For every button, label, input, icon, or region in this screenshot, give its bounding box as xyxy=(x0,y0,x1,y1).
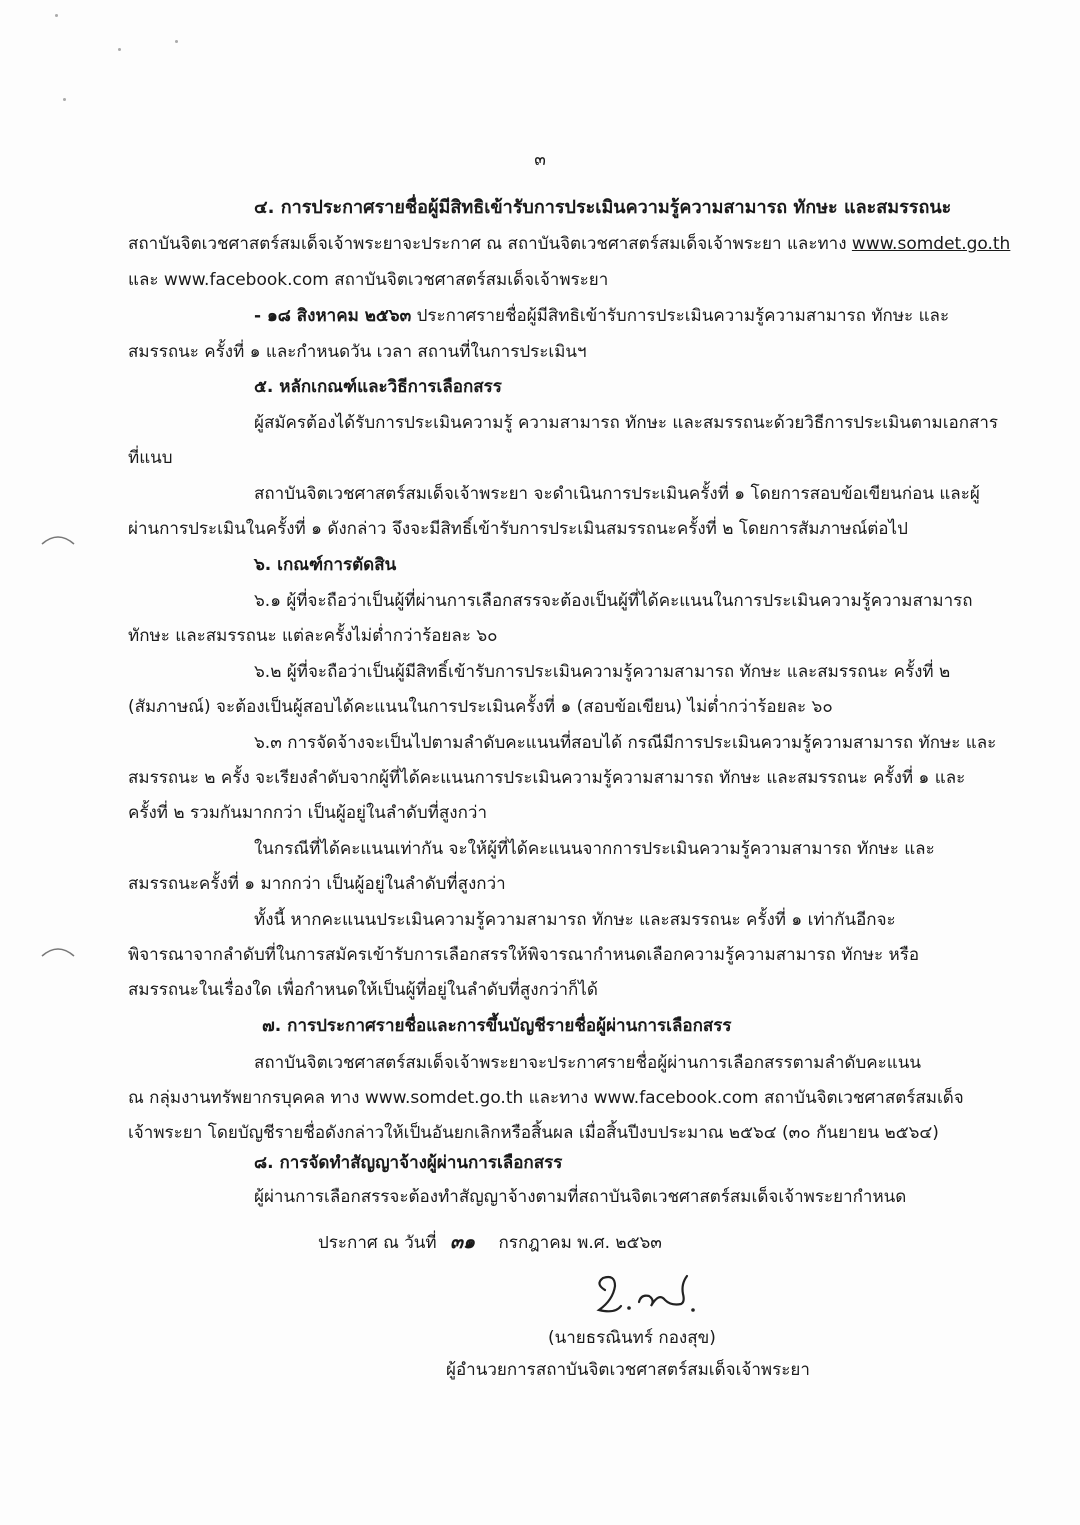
punch-hole-mark xyxy=(40,528,76,548)
criterion-6-1-line: ๖.๑ ผู้ที่จะถือว่าเป็นผู้ที่ผ่านการเลือกสรรจะต้องเป็นผู้ที่ได้คะแนนในการประเมินความรู้ความสามารถ xyxy=(254,591,973,611)
criterion-6-2-line: (สัมภาษณ์) จะต้องเป็นผู้สอบได้คะแนนในการประเมินครั้งที่ ๑ (สอบข้อเขียน) ไม่ต่ำกว่าร้อยละ ๖๐ xyxy=(128,697,833,717)
section-8-heading: ๘. การจัดทำสัญญาจ้างผู้ผ่านการเลือกสรร xyxy=(254,1153,563,1173)
scan-speck xyxy=(118,48,121,51)
scan-speck xyxy=(55,14,58,17)
section-4-paragraph-line: สมรรถนะ ครั้งที่ ๑ และกำหนดวัน เวลา สถานที่ในการประเมินฯ xyxy=(128,342,587,362)
scan-speck xyxy=(63,98,66,101)
tie-rule-line: สมรรถนะในเรื่องใด เพื่อกำหนดให้เป็นผู้ที่อยู่ในลำดับที่สูงกว่าก็ได้ xyxy=(128,980,598,1000)
tie-rule-line: สมรรถนะครั้งที่ ๑ มากกว่า เป็นผู้อยู่ในลำดับที่สูงกว่า xyxy=(128,874,506,894)
signer-name: (นายธรณินทร์ กองสุข) xyxy=(548,1328,716,1348)
signer-title: ผู้อำนวยการสถาบันจิตเวชศาสตร์สมเด็จเจ้าพระยา xyxy=(446,1360,810,1380)
tie-rule-line: ทั้งนี้ หากคะแนนประเมินความรู้ความสามารถ ทักษะ และสมรรถนะ ครั้งที่ ๑ เท่ากันอีกจะ xyxy=(254,910,896,930)
section-4-text: สถาบันจิตเวชศาสตร์สมเด็จเจ้าพระยาจะประกาศ ณ สถาบันจิตเวชศาสตร์สมเด็จเจ้าพระยา และทาง xyxy=(128,234,847,254)
section-5-paragraph-line: ผ่านการประเมินในครั้งที่ ๑ ดังกล่าว จึงจะมีสิทธิ์เข้ารับการประเมินสมรรถนะครั้งที่ ๒ โดยการสัมภาษณ์ต่อไป xyxy=(128,519,908,539)
handwritten-day: ๓๑ xyxy=(450,1231,476,1253)
section-7-paragraph-line: เจ้าพระยา โดยบัญชีรายชื่อดังกล่าวให้เป็นอันยกเลิกหรือสิ้นผล เมื่อสิ้นปีงบประมาณ ๒๕๖๔ (๓๐ กันยายน ๒๕๖๔) xyxy=(128,1123,939,1143)
announcement-date-line xyxy=(318,1230,662,1255)
handwritten-signature xyxy=(585,1270,725,1320)
section-5-paragraph-line: ที่แนบ xyxy=(128,448,173,468)
section-5-paragraph-line: ผู้สมัครต้องได้รับการประเมินความรู้ ความสามารถ ทักษะ และสมรรถนะด้วยวิธีการประเมินตามเอกสาร xyxy=(254,413,999,433)
section-7-paragraph-line: สถาบันจิตเวชศาสตร์สมเด็จเจ้าพระยาจะประกาศรายชื่อผู้ผ่านการเลือกสรรตามลำดับคะแนน xyxy=(254,1053,921,1073)
tie-rule-line: ในกรณีที่ได้คะแนนเท่ากัน จะให้ผู้ที่ได้คะแนนจากการประเมินความรู้ความสามารถ ทักษะ และ xyxy=(254,839,935,859)
criterion-6-3-line: สมรรถนะ ๒ ครั้ง จะเรียงลำดับจากผู้ที่ได้คะแนนการประเมินความรู้ความสามารถ ทักษะ และสมรรถนะ ครั้งที่ ๑ และ xyxy=(128,768,966,788)
criterion-6-1-line: ทักษะ และสมรรถนะ แต่ละครั้งไม่ต่ำกว่าร้อยละ ๖๐ xyxy=(128,626,498,646)
section-5-paragraph-line: สถาบันจิตเวชศาสตร์สมเด็จเจ้าพระยา จะดำเนินการประเมินครั้งที่ ๑ โดยการสอบข้อเขียนก่อน และผู้ xyxy=(254,484,980,504)
somdet-website-link[interactable]: www.somdet.go.th xyxy=(851,234,1011,254)
section-4-heading: ๔. การประกาศรายชื่อผู้มีสิทธิเข้ารับการประเมินความรู้ความสามารถ ทักษะ และสมรรถนะ xyxy=(254,197,952,218)
tie-rule-line: พิจารณาจากลำดับที่ในการสมัครเข้ารับการเลือกสรรให้พิจารณากำหนดเลือกความรู้ความสามารถ ทักษะ หรือ xyxy=(128,945,920,965)
criterion-6-2-line: ๖.๒ ผู้ที่จะถือว่าเป็นผู้มีสิทธิ์เข้ารับการประเมินความรู้ความสามารถ ทักษะ และสมรรถนะ ครั้งที่ ๒ xyxy=(254,662,951,682)
criterion-6-3-line: ครั้งที่ ๒ รวมกันมากกว่า เป็นผู้อยู่ในลำดับที่สูงกว่า xyxy=(128,803,487,823)
criterion-6-3-line: ๖.๓ การจัดจ้างจะเป็นไปตามลำดับคะแนนที่สอบได้ กรณีมีการประเมินความรู้ความสามารถ ทักษะ และ xyxy=(254,733,997,753)
announcement-date: - ๑๘ สิงหาคม ๒๕๖๓ xyxy=(254,306,412,326)
section-4-date-line xyxy=(254,304,949,328)
section-4-paragraph-line: และ www.facebook.com สถาบันจิตเวชศาสตร์สมเด็จเจ้าพระยา xyxy=(128,270,609,290)
section-7-heading: ๗. การประกาศรายชื่อและการขึ้นบัญชีรายชื่อผู้ผ่านการเลือกสรร xyxy=(262,1016,732,1036)
section-4-paragraph-line xyxy=(128,232,1010,256)
section-7-paragraph-line: ณ กลุ่มงานทรัพยากรบุคคล ทาง www.somdet.go.th และทาง www.facebook.com สถาบันจิตเวชศาสตร์สมเด็จ xyxy=(128,1088,964,1108)
announce-month-year: กรกฎาคม พ.ศ. ๒๕๖๓ xyxy=(498,1233,662,1253)
section-6-heading: ๖. เกณฑ์การตัดสิน xyxy=(254,555,397,575)
announce-prefix: ประกาศ ณ วันที่ xyxy=(318,1233,437,1253)
section-5-heading: ๕. หลักเกณฑ์และวิธีการเลือกสรร xyxy=(254,377,502,397)
punch-hole-mark xyxy=(40,940,76,960)
section-8-paragraph-line: ผู้ผ่านการเลือกสรรจะต้องทำสัญญาจ้างตามที่สถาบันจิตเวชศาสตร์สมเด็จเจ้าพระยากำหนด xyxy=(254,1187,907,1207)
scan-speck xyxy=(175,40,178,43)
page-number: ๓ xyxy=(534,150,546,170)
section-4-text: ประกาศรายชื่อผู้มีสิทธิเข้ารับการประเมินความรู้ความสามารถ ทักษะ และ xyxy=(416,306,950,326)
